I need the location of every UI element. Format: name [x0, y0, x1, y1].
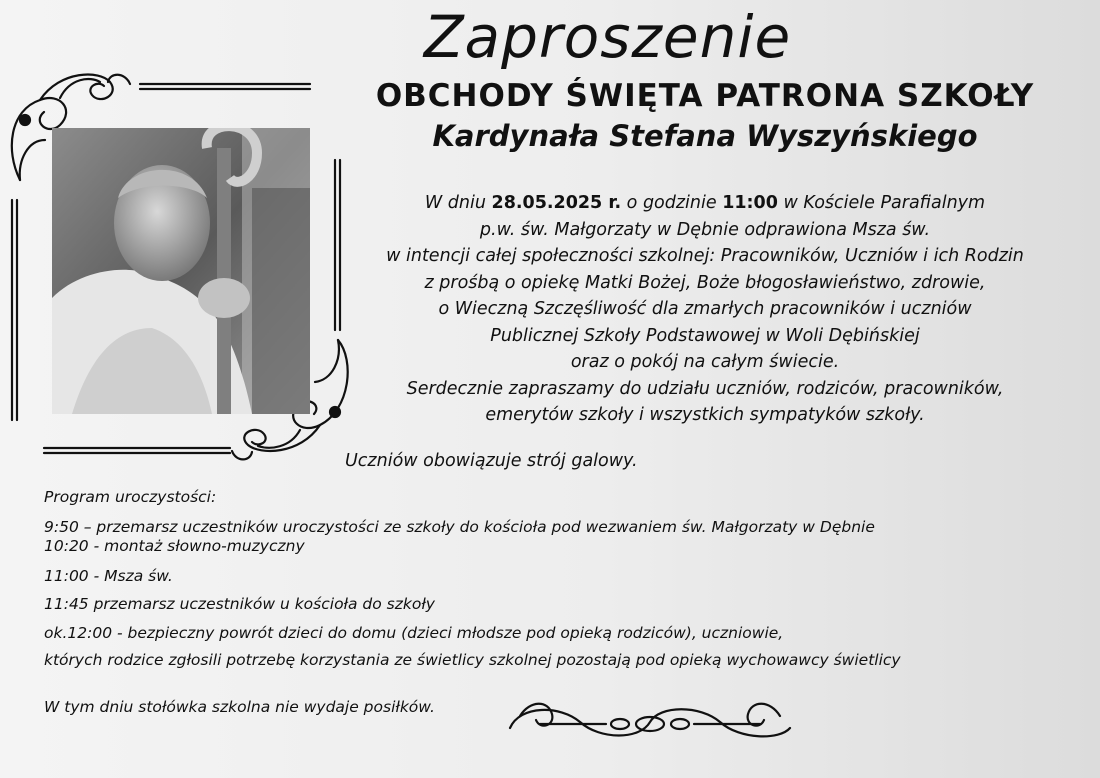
program-section — [44, 485, 1064, 673]
invitation-line-5: o Wieczną Szczęśliwość dla zmarłych pracowników i uczniów — [438, 299, 972, 319]
invitation-line-1: W dniu 28.05.2025 r. o godzinie 11:00 w Kościele Parafialnym — [424, 193, 986, 213]
patron-name: Kardynała Stefana Wyszyńskiego — [432, 119, 978, 153]
invitation-text — [340, 190, 1070, 429]
dress-code-note: Uczniów obowiązuje strój galowy. — [345, 451, 638, 471]
program-item: 9:50 – przemarsz uczestników uroczystości ze szkoły do kościoła pod wezwaniem św. Małgorzaty w Dębnie — [44, 518, 875, 536]
page-title: Zaproszenie — [423, 3, 792, 71]
event-subtitle: OBCHODY ŚWIĘTA PATRONA SZKOŁY — [375, 78, 1035, 114]
program-item: których rodzice zgłosili potrzebę korzystania ze świetlicy szkolnej pozostają pod opieką wychowawcy świetlicy — [44, 651, 901, 669]
program-item: 10:20 - montaż słowno-muzyczny — [44, 537, 305, 555]
event-date: 28.05.2025 r. — [491, 193, 622, 213]
program-item: 11:00 - Msza św. — [44, 567, 173, 585]
invitation-line-7: oraz o pokój na całym świecie. — [570, 352, 840, 372]
invitation-line-6: Publicznej Szkoły Podstawowej w Woli Dębińskiej — [490, 325, 920, 346]
program-item: 11:45 przemarsz uczestników u kościoła do szkoły — [44, 595, 435, 613]
program-item: ok.12:00 - bezpieczny powrót dzieci do domu (dzieci młodsze pod opieką rodziców), uczniowie, — [44, 624, 784, 642]
invitation-line-3: w intencji całej społeczności szkolnej: Pracowników, Uczniów i ich Rodzin — [386, 246, 1024, 266]
invitation-line-8: Serdecznie zapraszamy do udziału uczniów, rodziców, pracowników, — [406, 378, 1004, 399]
closing-note: W tym dniu stołówka szkolna nie wydaje posiłków. — [44, 698, 435, 716]
cardinal-portrait-photo — [52, 128, 310, 414]
event-time: 11:00 — [722, 193, 778, 213]
invitation-line-2: p.w. św. Małgorzaty w Dębnie odprawiona Msza św. — [479, 219, 931, 240]
invitation-line-4: z prośbą o opiekę Matki Bożej, Boże błogosławieństwo, zdrowie, — [424, 272, 986, 293]
invitation-line-9: emerytów szkoły i wszystkich sympatyków szkoły. — [485, 405, 925, 425]
program-heading: Program uroczystości: — [44, 488, 217, 506]
